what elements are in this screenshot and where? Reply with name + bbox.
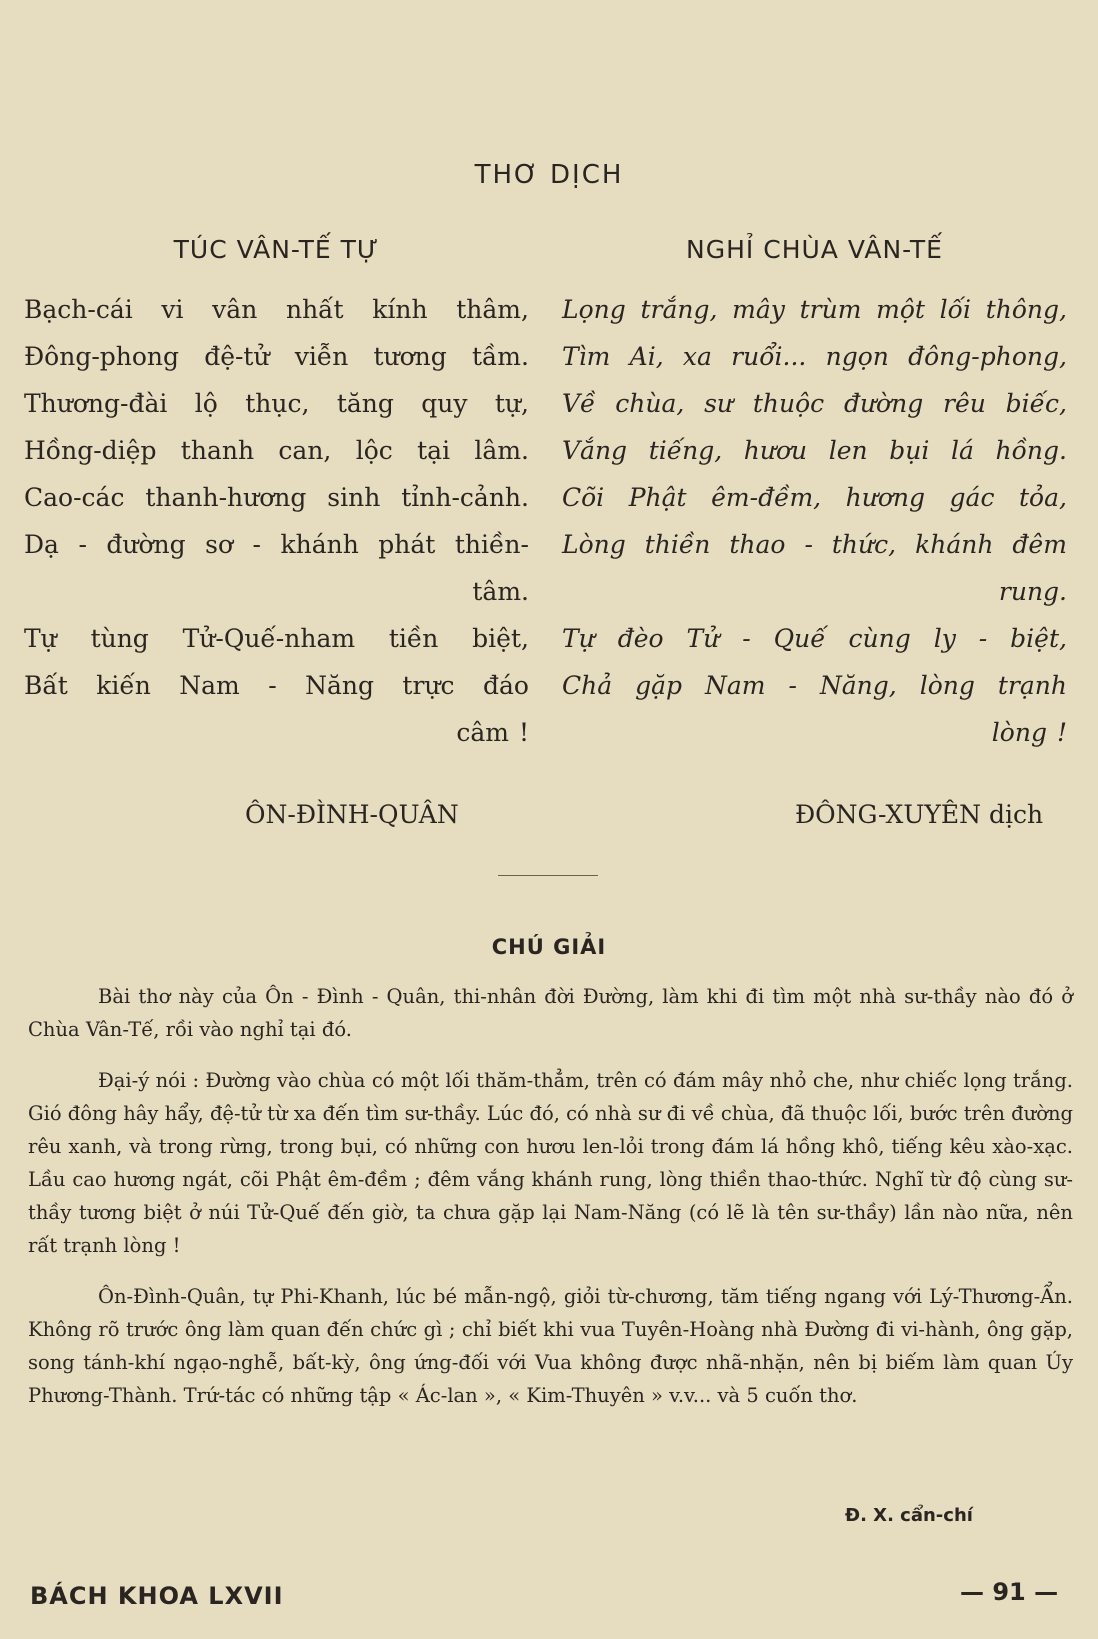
poem-word: câm: [456, 718, 509, 747]
poem-word: một: [876, 295, 925, 324]
poem-word: Tử: [686, 624, 720, 653]
poem-word: xa: [682, 342, 712, 371]
poem-line: [24, 709, 529, 756]
poem-line: [562, 521, 1067, 568]
poem-word: !: [1056, 718, 1067, 747]
poem-word: Năng: [305, 671, 374, 700]
poem-word: Tự: [562, 624, 595, 653]
poem-line: [562, 662, 1067, 709]
poem-line: [24, 568, 529, 615]
translated-poem-lines: [562, 286, 1067, 756]
poem-word: phát: [378, 530, 436, 559]
poem-word: tăng: [336, 389, 394, 418]
poem-word: lộ: [194, 389, 218, 418]
poem-line: [24, 474, 529, 521]
poem-word: đáo: [482, 671, 529, 700]
poem-line: [562, 286, 1067, 333]
poem-word: -: [804, 530, 813, 559]
poem-word: tùng: [90, 624, 149, 653]
poem-word: kiến: [96, 671, 151, 700]
poem-word: lộc: [355, 436, 393, 465]
poem-line: [562, 568, 1067, 615]
poem-word: -: [78, 530, 87, 559]
poem-word: gặp: [635, 671, 683, 700]
poem-word: sư: [704, 389, 734, 418]
poem-word: -: [252, 530, 261, 559]
poem-word: vân: [212, 295, 258, 324]
poem-word: khánh: [280, 530, 359, 559]
magazine-name: BÁCH KHOA LXVII: [30, 1582, 284, 1610]
poem-line: [562, 380, 1067, 427]
poem-word: lối: [939, 295, 971, 324]
poem-word: Nam: [179, 671, 240, 700]
poem-word: Đông-phong: [24, 342, 180, 371]
poem-word: gác: [949, 483, 995, 512]
notes-title: CHÚ GIẢI: [491, 935, 607, 959]
poem-word: tiếng,: [648, 436, 723, 465]
poem-word: ly: [933, 624, 956, 653]
page-number: — 91 —: [960, 1578, 1059, 1606]
poem-line: [24, 615, 529, 662]
poem-word: quy: [421, 389, 468, 418]
poem-word: Bất: [24, 671, 68, 700]
poem-word: rung.: [998, 577, 1067, 606]
poem-word: thông,: [985, 295, 1067, 324]
poem-word: Lọng: [562, 295, 626, 324]
poem-word: -: [268, 671, 277, 700]
poem-word: thiền: [644, 530, 711, 559]
poem-word: nhất: [285, 295, 344, 324]
poem-word: đường: [106, 530, 186, 559]
poem-line: [24, 333, 529, 380]
poem-word: hươu: [743, 436, 808, 465]
poem-word: kính: [372, 295, 428, 324]
poem-translator: ĐÔNG-XUYÊN dịch: [795, 800, 1044, 829]
poem-word: trắng,: [640, 295, 718, 324]
poem-word: Cõi: [562, 483, 605, 512]
poem-line: [562, 474, 1067, 521]
poem-word: Chả: [562, 671, 613, 700]
poem-word: khánh: [915, 530, 994, 559]
poem-word: -: [788, 671, 797, 700]
poem-word: hồng.: [995, 436, 1067, 465]
poem-word: Nam: [705, 671, 766, 700]
poem-line: [24, 662, 529, 709]
poem-word: thanh-hương: [145, 483, 307, 512]
poem-word: lâm.: [474, 436, 529, 465]
original-poem-title: TÚC VÂN-TẾ TỰ: [173, 235, 380, 264]
poem-word: đệ-tử: [204, 342, 270, 371]
poem-line: [24, 286, 529, 333]
poem-word: thao: [729, 530, 786, 559]
poem-word: -: [742, 624, 751, 653]
poem-word: mây: [732, 295, 785, 324]
poem-word: Lòng: [562, 530, 626, 559]
notes-paragraph: Đại-ý nói : Đường vào chùa có một lối thăm-thẳm, trên có đám mây nhỏ che, như chiếc lọng trắng. Gió đông hây hẩy, đệ-tử từ xa đến tìm sư-thầy. Lúc đó, có nhà sư đi về chùa, đã thuộc lối, bước trên đường rêu xanh, và trong rừng, trong bụi, có những con hươu len-lỏi trong đám lá hồng khô, tiếng kêu xào-xạc. Lầu cao hương ngát, cõi Phật êm-đềm ; đêm vắng khánh rung, lòng thiền thao-thức. Nghĩ từ độ cùng sư-thầy tương biệt ở núi Tử-Quế đến giờ, ta chưa gặp lại Nam-Năng (có lẽ là tên sư-thầy) lần nào nữa, nên rất trạnh lòng !: [28, 1069, 1073, 1257]
poem-line: [562, 427, 1067, 474]
section-title: THƠ DỊCH: [474, 160, 624, 190]
poem-word: biệt,: [1010, 624, 1067, 653]
poem-word: thục,: [245, 389, 310, 418]
notes-body: [28, 980, 1073, 1430]
notes-paragraph: Ôn-Đình-Quân, tự Phi-Khanh, lúc bé mẫn-ngộ, giỏi từ-chương, tăm tiếng ngang với Lý-Thương-Ẩn. Không rõ trước ông làm quan đến chức gì ; chỉ biết khi vua Tuyên-Hoàng nhà Đường đi vi-hành, ông gặp, song tánh-khí ngạo-nghễ, bất-kỳ, ông ứng-đối với Vua không được nhã-nhặn, nên bị biếm làm quan Úy Phương-Thành. Trứ-tác có những tập « Ác-lan », « Kim-Thuyên » v.v... và 5 cuốn thơ.: [28, 1285, 1073, 1407]
poem-word: êm-đềm,: [711, 483, 822, 512]
poem-word: Ai,: [629, 342, 664, 371]
poem-word: Tìm: [562, 342, 611, 371]
poem-word: Tử-Quế-nham: [182, 624, 356, 653]
poem-word: Phật: [628, 483, 687, 512]
poem-line: [562, 615, 1067, 662]
original-poem: [24, 235, 529, 756]
poem-word: tâm.: [472, 577, 529, 606]
poem-word: lá: [950, 436, 974, 465]
poem-word: tại: [417, 436, 451, 465]
poem-word: đêm: [1012, 530, 1067, 559]
translated-poem-title: NGHỈ CHÙA VÂN-TẾ: [686, 235, 943, 264]
poem-line: [24, 427, 529, 474]
poem-word: thanh: [180, 436, 255, 465]
poem-word: -: [978, 624, 988, 653]
poem-word: Về: [562, 389, 596, 418]
poem-word: rêu: [943, 389, 986, 418]
notes-signature: Đ. X. cẩn-chí: [845, 1505, 973, 1526]
poem-line: [24, 521, 529, 568]
poem-word: can,: [278, 436, 332, 465]
poem-word: đèo: [617, 624, 664, 653]
poem-word: Cao-các: [24, 483, 125, 512]
poem-word: tầm.: [471, 342, 529, 371]
poem-word: Bạch-cái: [24, 295, 133, 324]
poem-word: ruổi...: [731, 342, 807, 371]
poem-word: sơ: [205, 530, 234, 559]
poem-word: vi: [161, 295, 184, 324]
poem-word: trùm: [799, 295, 862, 324]
poem-word: Tự: [24, 624, 57, 653]
poem-word: chùa,: [615, 389, 685, 418]
poem-word: Hồng-diệp: [24, 436, 157, 465]
poem-word: tương: [373, 342, 447, 371]
poem-line: [562, 709, 1067, 756]
poem-word: len: [828, 436, 868, 465]
original-poem-lines: [24, 286, 529, 756]
poem-word: biếc,: [1005, 389, 1067, 418]
poem-word: Vắng: [562, 436, 628, 465]
poem-word: biệt,: [472, 624, 529, 653]
notes-paragraph: Bài thơ này của Ôn - Đình - Quân, thi-nhân đời Đường, làm khi đi tìm một nhà sư-thầy nào đó ở Chùa Vân-Tế, rồi vào nghỉ tại đó.: [28, 985, 1073, 1041]
poem-word: hương: [845, 483, 926, 512]
poem-word: bụi: [889, 436, 930, 465]
divider: [498, 875, 598, 876]
poem-word: tỏa,: [1019, 483, 1067, 512]
poem-word: đường: [843, 389, 924, 418]
poem-word: cùng: [848, 624, 911, 653]
poem-word: trạnh: [997, 671, 1067, 700]
poem-word: Quế: [773, 624, 826, 653]
poem-word: Năng,: [819, 671, 897, 700]
poem-word: đông-phong,: [908, 342, 1067, 371]
poem-word: thâm,: [456, 295, 529, 324]
poem-word: tỉnh-cảnh.: [401, 483, 529, 512]
poem-word: tự,: [494, 389, 529, 418]
poem-line: [562, 333, 1067, 380]
poem-word: thức,: [831, 530, 897, 559]
poem-word: sinh: [327, 483, 381, 512]
poem-word: thiền-: [454, 530, 529, 559]
poem-word: viễn: [294, 342, 349, 371]
poem-word: lòng: [991, 718, 1047, 747]
poem-word: Dạ: [24, 530, 59, 559]
poem-word: !: [518, 718, 529, 747]
poem-word: Thương-đài: [24, 389, 168, 418]
poem-word: trực: [402, 671, 455, 700]
poem-word: thuộc: [752, 389, 825, 418]
poem-word: ngọn: [825, 342, 889, 371]
poem-word: tiền: [388, 624, 439, 653]
poem-word: lòng: [919, 671, 975, 700]
poem-author: ÔN-ĐÌNH-QUÂN: [245, 800, 459, 829]
translated-poem: [562, 235, 1067, 756]
poem-line: [24, 380, 529, 427]
